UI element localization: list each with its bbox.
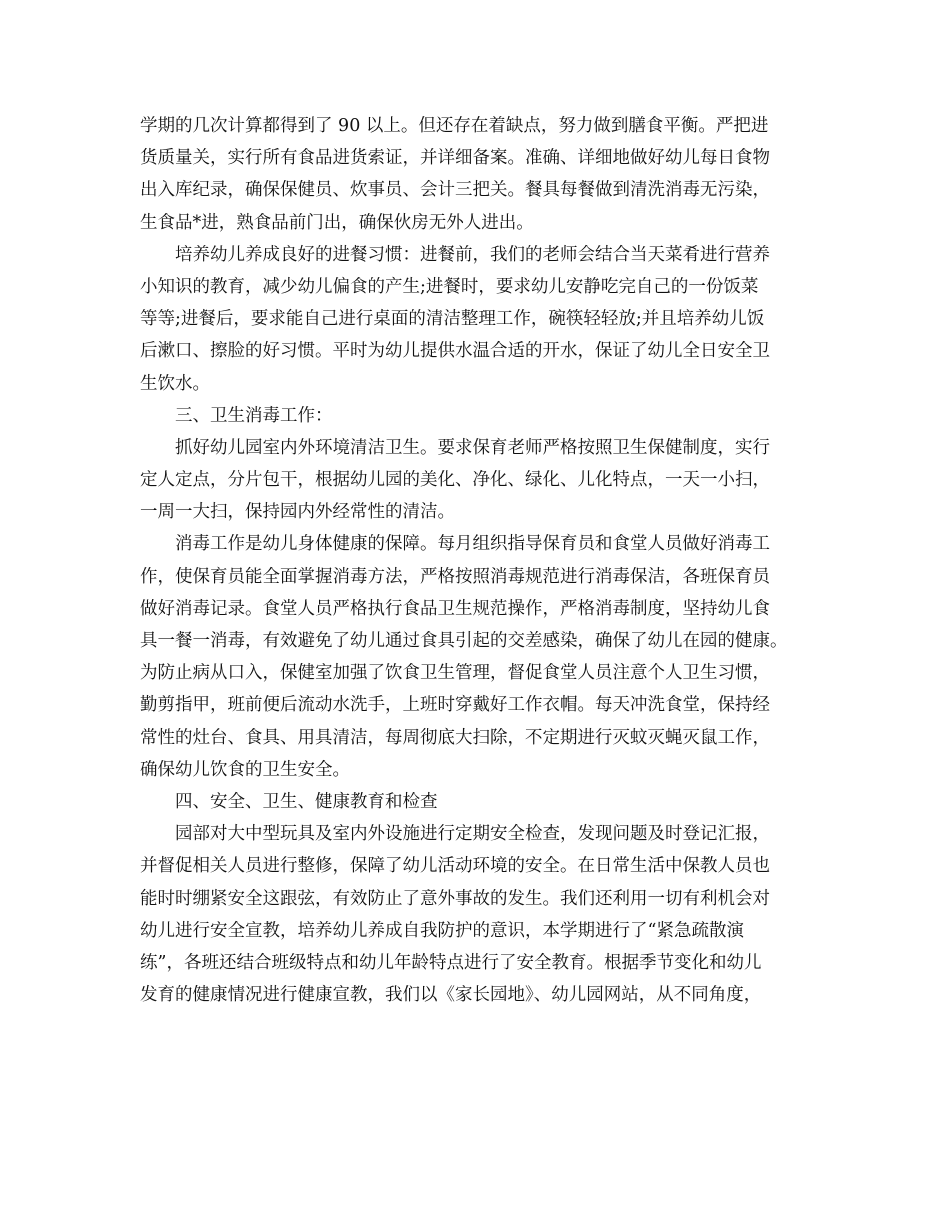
paragraph-start: 培养幼儿养成良好的进餐习惯：进餐前，我们的老师会结合当天菜肴进行营养 <box>175 244 770 265</box>
text-line: 定人定点，分片包干，根据幼儿园的美化、净化、绿化、儿化特点，一天一小扫， <box>140 470 770 491</box>
text-line: 出入库纪录，确保保健员、炊事员、会计三把关。餐具每餐做到清洗消毒无污染， <box>140 180 770 201</box>
text-line: 练”，各班还结合班级特点和幼儿年龄特点进行了安全教育。根据季节变化和幼儿 <box>140 952 762 973</box>
text-line: 学期的几次计算都得到了 90 以上。但还存在着缺点，努力做到膳食平衡。严把进 <box>140 116 769 136</box>
text-line: 作，使保育员能全面掌握消毒方法，严格按照消毒规范进行消毒保洁，各班保育员 <box>140 566 770 587</box>
text-line: 确保幼儿饮食的卫生安全。 <box>140 759 350 780</box>
text-line: 做好消毒记录。食堂人员严格执行食品卫生规范操作，严格消毒制度，坚持幼儿食 <box>140 598 770 619</box>
text-line: 货质量关，实行所有食品进货索证，并详细备案。准确、详细地做好幼儿每日食物 <box>140 148 770 169</box>
text-line: 勤剪指甲，班前便后流动水洗手，上班时穿戴好工作衣帽。每天冲洗食堂，保持经 <box>140 695 770 716</box>
text-line: 常性的灶台、食具、用具清洁，每周彻底大扫除，不定期进行灭蚊灭蝇灭鼠工作， <box>140 727 770 748</box>
text-line: 能时时绷紧安全这跟弦，有效防止了意外事故的发生。我们还利用一切有利机会对 <box>140 888 770 909</box>
paragraph-start: 园部对大中型玩具及室内外设施进行定期安全检查，发现问题及时登记汇报， <box>175 824 770 845</box>
text-line: 生食品*进，熟食品前门出，确保伙房无外人进出。 <box>140 212 534 233</box>
text-line: 一周一大扫，保持园内外经常性的清洁。 <box>140 502 455 523</box>
text-line: 并督促相关人员进行整修，保障了幼儿活动环境的安全。在日常生活中保教人员也 <box>140 856 770 877</box>
text-line: 后漱口、擦脸的好习惯。平时为幼儿提供水温合适的开水，保证了幼儿全日安全卫 <box>140 341 770 362</box>
section-heading: 三、卫生消毒工作： <box>175 405 333 426</box>
document-body <box>140 110 830 1011</box>
text-line: 发育的健康情况进行健康宣教，我们以《家长园地》、幼儿园网站，从不同角度， <box>140 985 762 1006</box>
text-line: 幼儿进行安全宣教，培养幼儿养成自我防护的意识，本学期进行了“紧急疏散演 <box>140 920 744 941</box>
text-line: 等等;进餐后，要求能自己进行桌面的清洁整理工作，碗筷轻轻放;并且培养幼儿饭 <box>140 309 765 330</box>
section-heading: 四、安全、卫生、健康教育和检查 <box>175 791 438 812</box>
text-line: 生饮水。 <box>140 373 210 394</box>
paragraph-start: 抓好幼儿园室内外环境清洁卫生。要求保育老师严格按照卫生保健制度，实行 <box>175 437 770 458</box>
paragraph-start: 消毒工作是幼儿身体健康的保障。每月组织指导保育员和食堂人员做好消毒工 <box>175 534 770 555</box>
text-line: 小知识的教育，减少幼儿偏食的产生;进餐时，要求幼儿安静吃完自己的一份饭菜 <box>140 276 759 297</box>
text-line: 具一餐一消毒，有效避免了幼儿通过食具引起的交差感染，确保了幼儿在园的健康。 <box>140 631 788 651</box>
text-line: 为防止病从口入，保健室加强了饮食卫生管理，督促食堂人员注意个人卫生习惯， <box>140 663 770 684</box>
